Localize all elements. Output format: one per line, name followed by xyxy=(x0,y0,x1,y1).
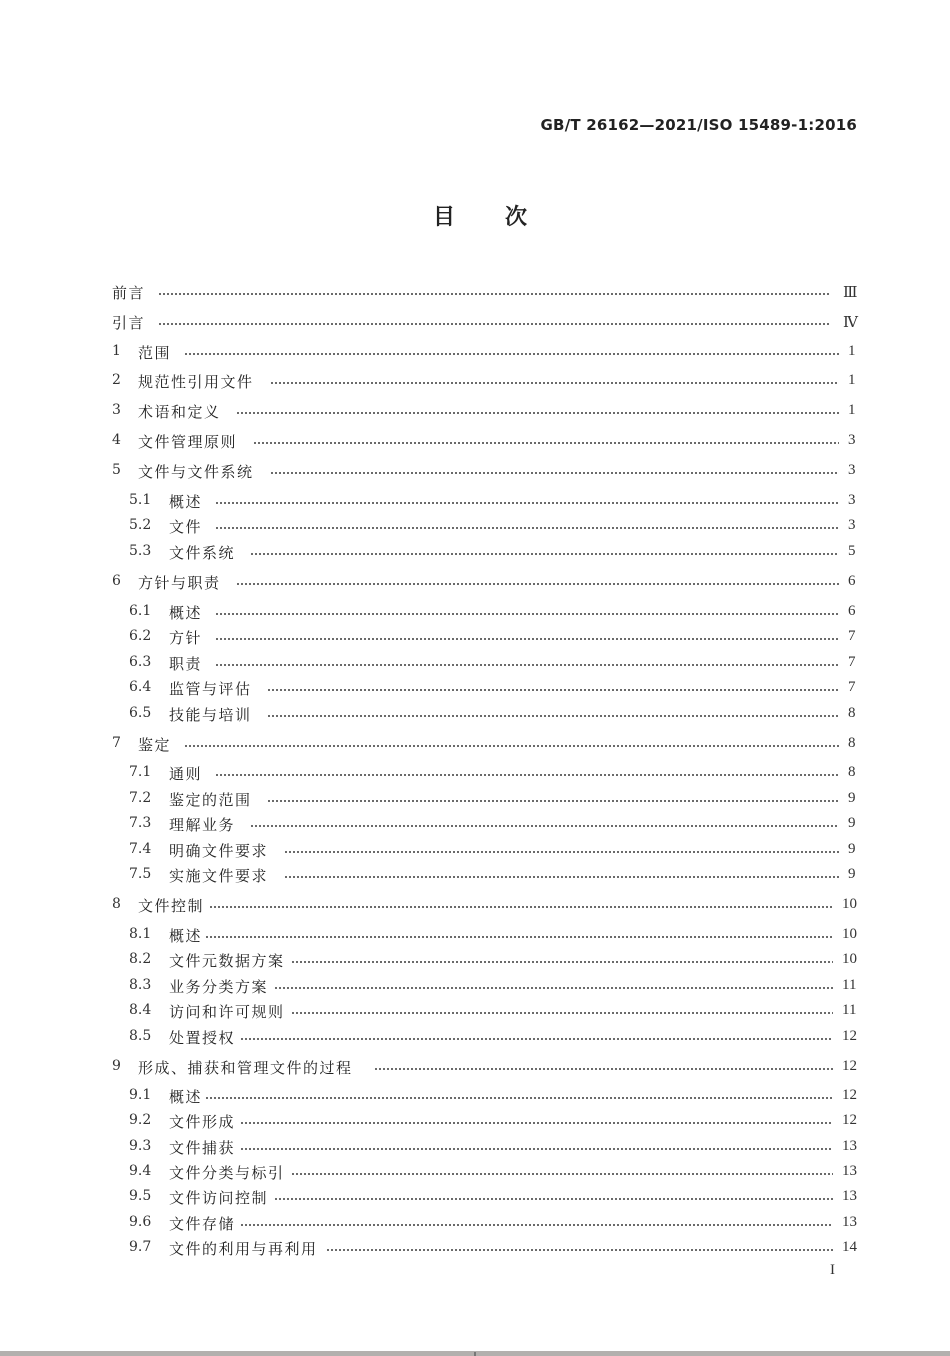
toc-entry-page: 1 xyxy=(848,402,856,418)
toc-entry-page: Ⅲ xyxy=(843,285,858,301)
toc-entry-page: 9 xyxy=(848,790,856,806)
toc-entry[interactable] xyxy=(0,813,950,835)
toc-entry-title: 术语和定义 xyxy=(138,403,221,421)
toc-entry-number: 9.5 xyxy=(129,1188,152,1204)
dot-leader xyxy=(253,442,839,444)
dot-leader xyxy=(240,1224,833,1226)
toc-entry[interactable] xyxy=(0,677,950,699)
dot-leader xyxy=(267,800,839,802)
dot-leader xyxy=(326,1249,833,1251)
dot-leader xyxy=(250,825,839,827)
toc-entry[interactable] xyxy=(0,975,950,997)
toc-entry-number: 9.7 xyxy=(129,1239,152,1255)
toc-entry[interactable] xyxy=(0,788,950,810)
dot-leader xyxy=(184,745,839,747)
toc-entry-page: 10 xyxy=(842,951,857,967)
toc-entry-title: 概述 xyxy=(169,604,203,622)
toc-entry[interactable] xyxy=(0,864,950,886)
toc-entry-page: Ⅳ xyxy=(843,315,858,331)
dot-leader xyxy=(291,961,833,963)
toc-entry-page: 6 xyxy=(848,573,856,589)
toc-entry-page: 12 xyxy=(842,1112,857,1128)
toc-entry-page: 13 xyxy=(842,1138,857,1154)
toc-entry-number: 9.4 xyxy=(129,1163,152,1179)
toc-entry[interactable] xyxy=(0,1186,950,1208)
toc-entry-title: 概述 xyxy=(169,927,203,945)
toc-entry-title: 文件存储 xyxy=(169,1215,236,1233)
toc-entry-page: 9 xyxy=(848,866,856,882)
dot-leader xyxy=(291,1012,833,1014)
toc-entry-number: 9.6 xyxy=(129,1214,152,1230)
toc-entry[interactable] xyxy=(0,601,950,623)
dot-leader xyxy=(374,1068,833,1070)
toc-entry[interactable] xyxy=(0,515,950,537)
toc-entry[interactable] xyxy=(0,430,950,452)
toc-entry-title: 文件 xyxy=(169,518,203,536)
toc-entry-title: 文件访问控制 xyxy=(169,1189,269,1207)
toc-entry-title: 明确文件要求 xyxy=(169,842,269,860)
toc-entry-number: 5 xyxy=(112,462,121,478)
toc-entry[interactable] xyxy=(0,541,950,563)
dot-leader xyxy=(284,876,839,878)
toc-entry[interactable] xyxy=(0,1237,950,1259)
toc-entry-title: 处置授权 xyxy=(169,1029,236,1047)
toc-entry-page: 12 xyxy=(842,1028,857,1044)
toc-entry[interactable] xyxy=(0,400,950,422)
dot-leader xyxy=(215,613,839,615)
toc-entry-page: 11 xyxy=(842,977,857,993)
toc-entry-title: 概述 xyxy=(169,1088,203,1106)
toc-entry-number: 6.4 xyxy=(129,679,152,695)
dot-leader xyxy=(236,583,839,585)
toc-entry-number: 9.2 xyxy=(129,1112,152,1128)
toc-entry[interactable] xyxy=(0,281,950,303)
toc-entry-number: 8.4 xyxy=(129,1002,152,1018)
toc-entry-number: 4 xyxy=(112,432,121,448)
toc-entry-title: 引言 xyxy=(112,314,146,332)
toc-entry-title: 访问和许可规则 xyxy=(169,1003,285,1021)
toc-entry-number: 7.5 xyxy=(129,866,152,882)
dot-leader xyxy=(274,987,833,989)
dot-leader xyxy=(184,353,839,355)
toc-entry-number: 6.5 xyxy=(129,705,152,721)
toc-entry-title: 技能与培训 xyxy=(169,706,252,724)
standard-code-header: GB/T 26162—2021/ISO 15489-1:2016 xyxy=(540,116,857,134)
toc-entry[interactable] xyxy=(0,652,950,674)
toc-entry-number: 7.2 xyxy=(129,790,152,806)
dot-leader xyxy=(240,1038,833,1040)
toc-entry[interactable] xyxy=(0,1056,950,1078)
toc-entry-number: 9 xyxy=(112,1058,121,1074)
toc-entry-page: 12 xyxy=(842,1087,857,1103)
toc-entry-title: 文件控制 xyxy=(138,897,205,915)
toc-entry-number: 8 xyxy=(112,896,121,912)
toc-entry-title: 文件捕获 xyxy=(169,1139,236,1157)
toc-entry-page: 11 xyxy=(842,1002,857,1018)
toc-entry-number: 1 xyxy=(112,343,121,359)
footer-page-number: I xyxy=(830,1262,835,1278)
toc-entry-title: 理解业务 xyxy=(169,816,236,834)
dot-leader xyxy=(291,1173,833,1175)
toc-entry-title: 业务分类方案 xyxy=(169,978,269,996)
toc-entry-number: 6.3 xyxy=(129,654,152,670)
toc-entry-page: 3 xyxy=(848,517,856,533)
toc-entry-number: 5.1 xyxy=(129,492,152,508)
toc-entry[interactable] xyxy=(0,733,950,755)
toc-entry[interactable] xyxy=(0,490,950,512)
toc-entry-title: 职责 xyxy=(169,655,203,673)
dot-leader xyxy=(215,502,839,504)
toc-entry-page: 6 xyxy=(848,603,856,619)
dot-leader xyxy=(215,638,839,640)
toc-entry-page: 14 xyxy=(842,1239,857,1255)
dot-leader xyxy=(240,1122,833,1124)
toc-entry[interactable] xyxy=(0,1212,950,1234)
toc-entry-title: 形成、捕获和管理文件的过程 xyxy=(138,1059,353,1077)
toc-entry-number: 6.1 xyxy=(129,603,152,619)
toc-entry-number: 8.5 xyxy=(129,1028,152,1044)
toc-entry-title: 文件元数据方案 xyxy=(169,952,285,970)
toc-entry-number: 8.1 xyxy=(129,926,152,942)
toc-entry-page: 7 xyxy=(848,628,856,644)
toc-entry-title: 文件与文件系统 xyxy=(138,463,254,481)
toc-entry[interactable] xyxy=(0,341,950,363)
toc-entry-number: 7.4 xyxy=(129,841,152,857)
toc-entry[interactable] xyxy=(0,894,950,916)
toc-entry-page: 8 xyxy=(848,735,856,751)
toc-entry-title: 文件分类与标引 xyxy=(169,1164,285,1182)
toc-entry-title: 文件形成 xyxy=(169,1113,236,1131)
toc-entry[interactable] xyxy=(0,703,950,725)
toc-entry[interactable] xyxy=(0,924,950,946)
toc-entry-number: 7.3 xyxy=(129,815,152,831)
toc-entry[interactable] xyxy=(0,460,950,482)
toc-entry[interactable] xyxy=(0,370,950,392)
toc-entry-number: 9.3 xyxy=(129,1138,152,1154)
dot-leader xyxy=(158,323,830,325)
toc-entry-page: 3 xyxy=(848,432,856,448)
dot-leader xyxy=(240,1148,833,1150)
toc-entry-page: 13 xyxy=(842,1188,857,1204)
dot-leader xyxy=(284,851,839,853)
page-bottom-edge xyxy=(0,1351,950,1356)
toc-entry-page: 7 xyxy=(848,679,856,695)
toc-entry[interactable] xyxy=(0,1000,950,1022)
toc-entry-number: 7 xyxy=(112,735,121,751)
toc-entry-title: 实施文件要求 xyxy=(169,867,269,885)
toc-entry-title: 范围 xyxy=(138,344,172,362)
dot-leader xyxy=(158,293,830,295)
toc-entry-title: 鉴定 xyxy=(138,736,172,754)
page-divider-tick xyxy=(474,1352,476,1356)
toc-entry[interactable] xyxy=(0,839,950,861)
toc-entry-number: 7.1 xyxy=(129,764,152,780)
toc-entry-page: 13 xyxy=(842,1163,857,1179)
dot-leader xyxy=(236,412,839,414)
toc-entry-page: 9 xyxy=(848,841,856,857)
dot-leader xyxy=(209,906,833,908)
toc-entry-title: 前言 xyxy=(112,284,146,302)
toc-entry-title: 通则 xyxy=(169,765,203,783)
toc-entry-title: 规范性引用文件 xyxy=(138,373,254,391)
toc-entry-title: 方针与职责 xyxy=(138,574,221,592)
toc-entry[interactable] xyxy=(0,949,950,971)
toc-entry-page: 10 xyxy=(842,896,857,912)
title-char-2: 次 xyxy=(505,205,528,230)
toc-entry[interactable] xyxy=(0,1085,950,1107)
toc-entry[interactable] xyxy=(0,762,950,784)
toc-entry[interactable] xyxy=(0,311,950,333)
toc-entry-page: 7 xyxy=(848,654,856,670)
page-title xyxy=(0,200,950,231)
toc-entry-page: 13 xyxy=(842,1214,857,1230)
toc-entry-title: 鉴定的范围 xyxy=(169,791,252,809)
toc-entry-number: 6 xyxy=(112,573,121,589)
toc-entry-number: 3 xyxy=(112,402,121,418)
dot-leader xyxy=(205,936,833,938)
toc-entry-page: 1 xyxy=(848,343,856,359)
toc-entry-number: 6.2 xyxy=(129,628,152,644)
toc-entry-number: 8.3 xyxy=(129,977,152,993)
toc-entry-title: 文件系统 xyxy=(169,544,236,562)
toc-entry-page: 8 xyxy=(848,705,856,721)
dot-leader xyxy=(215,664,839,666)
dot-leader xyxy=(267,689,839,691)
toc-entry-page: 8 xyxy=(848,764,856,780)
toc-entry-title: 文件的利用与再利用 xyxy=(169,1240,318,1258)
toc-entry-number: 8.2 xyxy=(129,951,152,967)
dot-leader xyxy=(215,527,839,529)
dot-leader xyxy=(215,774,839,776)
toc-entry[interactable] xyxy=(0,1026,950,1048)
toc-entry-title: 方针 xyxy=(169,629,203,647)
toc-entry-title: 概述 xyxy=(169,493,203,511)
dot-leader xyxy=(267,715,839,717)
toc-entry[interactable] xyxy=(0,1110,950,1132)
dot-leader xyxy=(274,1198,833,1200)
toc-entry-page: 1 xyxy=(848,372,856,388)
toc-entry-number: 9.1 xyxy=(129,1087,152,1103)
toc-entry-title: 文件管理原则 xyxy=(138,433,238,451)
toc-entry[interactable] xyxy=(0,571,950,593)
toc-entry-page: 5 xyxy=(848,543,856,559)
dot-leader xyxy=(205,1097,833,1099)
dot-leader xyxy=(250,553,839,555)
toc-entry-page: 3 xyxy=(848,492,856,508)
toc-entry[interactable] xyxy=(0,626,950,648)
toc-entry[interactable] xyxy=(0,1136,950,1158)
toc-entry-number: 5.3 xyxy=(129,543,152,559)
toc-entry-title: 监管与评估 xyxy=(169,680,252,698)
dot-leader xyxy=(270,472,839,474)
title-char-1: 目 xyxy=(432,205,455,230)
toc-entry-number: 5.2 xyxy=(129,517,152,533)
dot-leader xyxy=(270,382,839,384)
toc-entry-page: 3 xyxy=(848,462,856,478)
toc-entry-page: 10 xyxy=(842,926,857,942)
toc-entry-page: 12 xyxy=(842,1058,857,1074)
toc-entry[interactable] xyxy=(0,1161,950,1183)
toc-entry-page: 9 xyxy=(848,815,856,831)
toc-entry-number: 2 xyxy=(112,372,121,388)
